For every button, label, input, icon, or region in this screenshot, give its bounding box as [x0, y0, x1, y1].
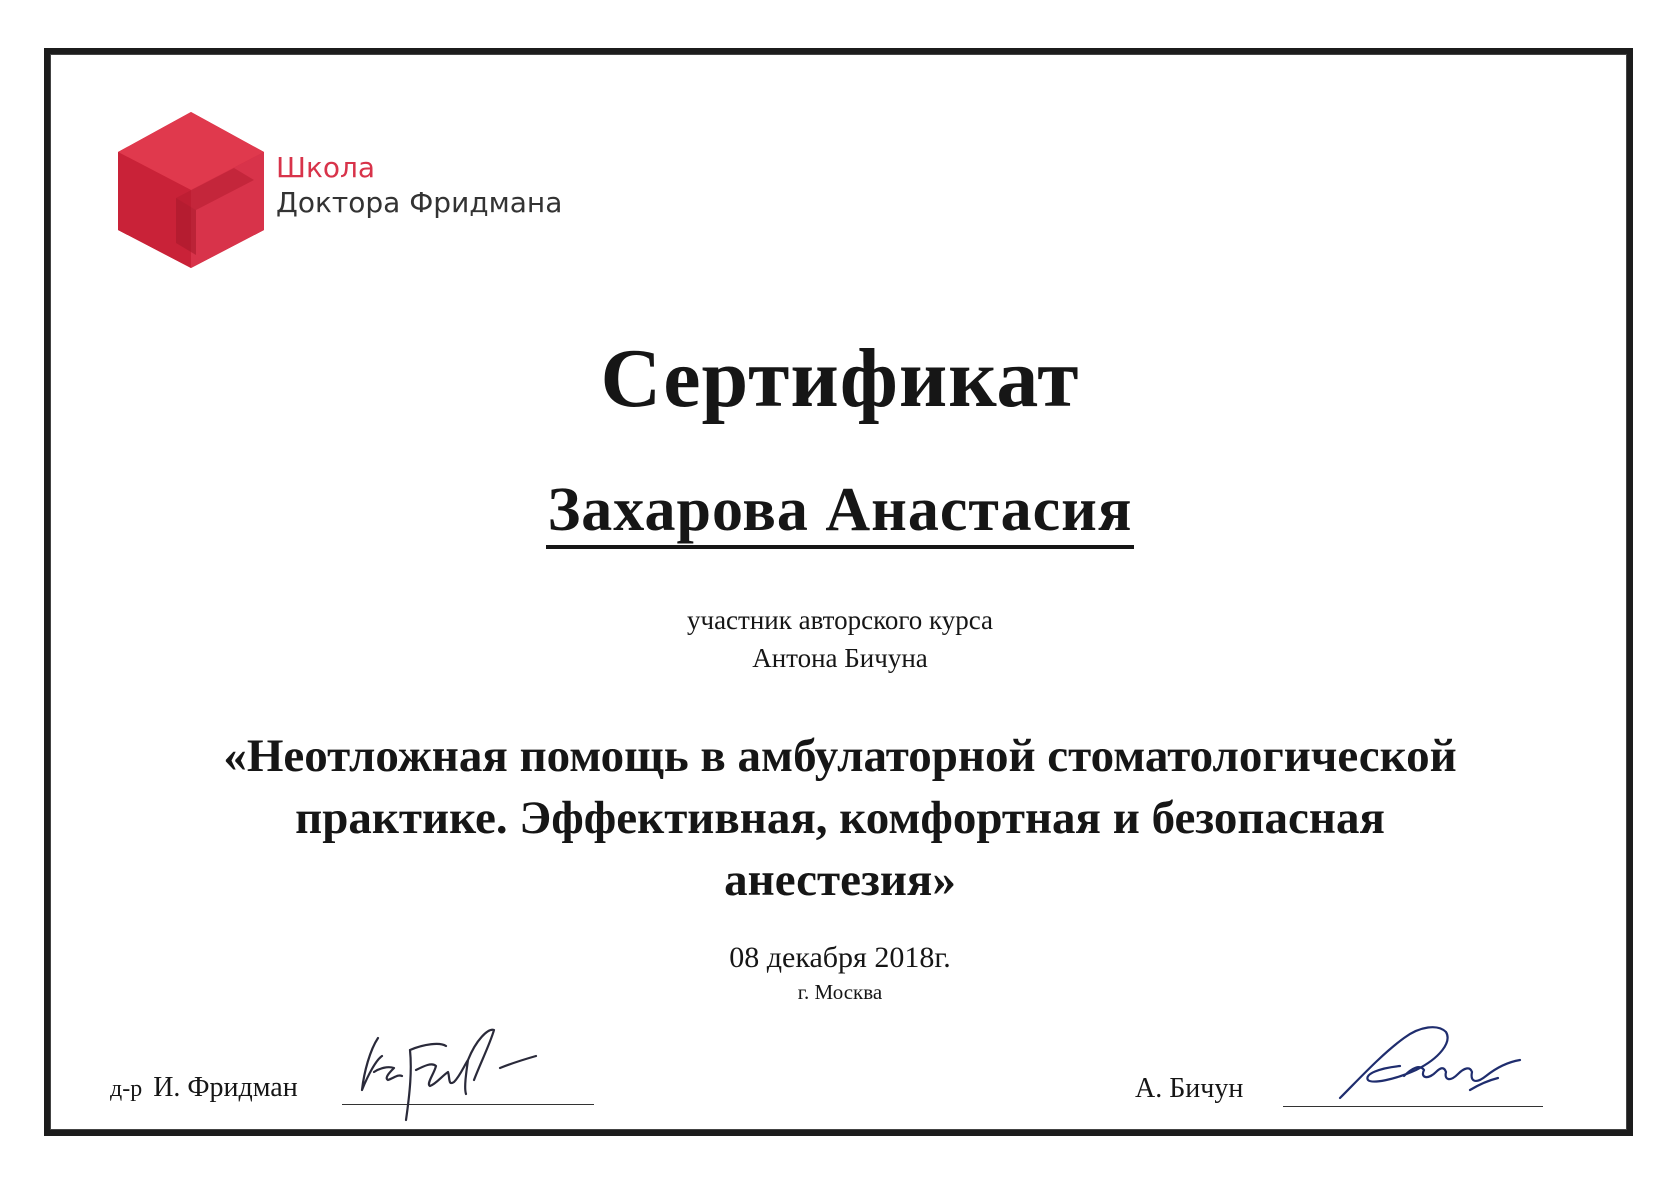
logo-line-2: Доктора Фридмана [276, 186, 563, 219]
recipient-name: Захарова Анастасия [546, 478, 1135, 549]
signature-left-label [110, 1072, 298, 1104]
certificate-date: 08 декабря 2018г. [729, 941, 951, 974]
signature-left-prefix: д-р [110, 1076, 143, 1102]
signature-right-drawing [1320, 1018, 1540, 1108]
logo-line-1: Школа [276, 151, 376, 184]
signature-left-drawing [350, 1020, 550, 1125]
school-logo-text [276, 150, 562, 220]
subtitle-line-1: участник авторского курса [686, 605, 994, 635]
course-title-line-3: анестезия» [724, 854, 956, 907]
certificate-title: Сертификат [600, 332, 1080, 425]
course-title [0, 725, 1680, 911]
course-title-line-1: «Неотложная помощь в амбулаторной стоматологической [223, 730, 1457, 782]
course-author-block [0, 602, 1680, 678]
cube-logo-icon [116, 110, 266, 270]
subtitle-line-2: Антона Бичуна [752, 642, 928, 673]
recipient-block [0, 478, 1680, 549]
course-title-line-2: практике. Эффективная, комфортная и безопасная [295, 792, 1385, 845]
signature-right-name: А. Бичун [1135, 1073, 1244, 1104]
signature-left-name: И. Фридман [153, 1072, 298, 1103]
certificate-city: г. Москва [797, 980, 883, 1004]
